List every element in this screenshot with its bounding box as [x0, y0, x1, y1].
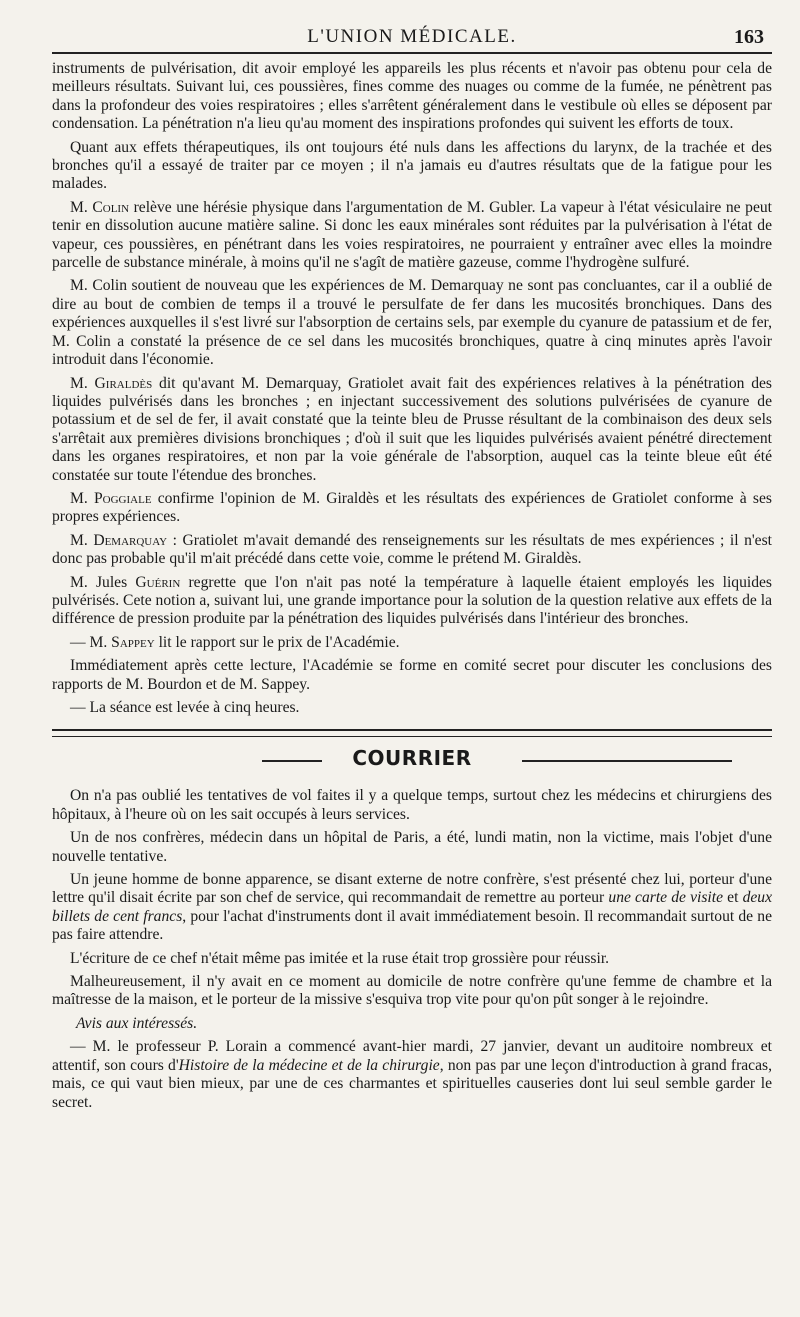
- speaker-name: Colin: [92, 198, 130, 216]
- paragraph-courrier-5: Malheureusement, il n'y avait en ce moment au domicile de notre confrère qu'une femme de chambre et la maîtresse de la maison, et le porteur de la missive s'esquiva trop vite pour qu'on pût songer à le rejoindre.: [52, 973, 772, 1009]
- speaker-name: Guérin: [135, 573, 181, 591]
- paragraph-lorain: — M. le professeur P. Lorain a commencé avant-hier mardi, 27 janvier, devant un auditoire nombreux et attentif, son cours d'Histoire de la médecine et de la chirurgie, non pas par une leçon d'introduction à grand fracas, mais, ce qui vaut bien mieux, par une de ces charmantes et spirituelles causeries dont lui seul semble garder le secret.: [52, 1038, 772, 1111]
- paragraph-demarquay: M. Demarquay : Gratiolet m'avait demandé des renseignements sur les résultats de mes expériences ; il n'est donc pas probable qu'il m'ait précédé dans cette voie, comme le prétend M. Giraldès.: [52, 531, 772, 568]
- speaker-name: Giraldès: [94, 374, 153, 392]
- paragraph-avis: Avis aux intéressés.: [76, 1014, 198, 1032]
- speaker-name: Poggiale: [93, 489, 152, 507]
- speaker-name: Sappey: [111, 633, 155, 651]
- running-header: [52, 22, 772, 54]
- paragraph-colin-1: M. Colin relève une hérésie physique dans l'argumentation de M. Gubler. La vapeur à l'état vésiculaire ne peut tenir en dissolution aucune matière saline. Si donc les eaux minérales sont réduites par la pulvérisation à l'état de vapeur, ces poussières, en pénétrant dans les voies respiratoires, ne pourraient y entraîner avec elles la moindre parcelle de substance minérale, à moins qu'il ne s'agît de matière gazeuse, comme l'hydrogène sulfuré.: [52, 198, 772, 272]
- heading-rule-right: [522, 760, 732, 762]
- speaker-name: Demarquay: [93, 531, 168, 549]
- paragraph-poggiale: M. Poggiale confirme l'opinion de M. Giraldès et les résultats des expériences de Gratiolet conforme à ses propres expériences.: [52, 489, 772, 526]
- paragraph-comite-secret: Immédiatement après cette lecture, l'Académie se forme en comité secret pour discuter les conclusions des rapports de M. Bourdon et de M. Sappey.: [52, 657, 772, 693]
- paragraph-seance-levee: — La séance est levée à cinq heures.: [70, 699, 300, 716]
- paragraph-courrier-1: On n'a pas oublié les tentatives de vol faites il y a quelque temps, surtout chez les médecins et chirurgiens des hôpitaux, à l'heure où on les sait occupés à leurs services.: [52, 787, 772, 823]
- page-number: 163: [734, 26, 764, 48]
- body-text: [52, 60, 772, 717]
- section-title: COURRIER: [352, 746, 472, 771]
- paragraph-courrier-3: Un jeune homme de bonne apparence, se disant externe de notre confrère, s'est présenté chez lui, porteur d'une lettre qu'il disait écrite par son chef de service, qui recommandait de remettre au porteur une carte de visite et deux billets de cent francs, pour l'achat d'instruments dont il avait immédiatement besoin. Il recommandait surtout de ne pas faire attendre.: [52, 871, 772, 944]
- running-title: L'UNION MÉDICALE.: [307, 26, 517, 47]
- section-divider: [52, 729, 772, 737]
- paragraph-sappey: — M. Sappey lit le rapport sur le prix de l'Académie.: [70, 633, 400, 651]
- paragraph-guerin: M. Jules Guérin regrette que l'on n'ait pas noté la température à laquelle étaient employés les liquides pulvérisés. Cete notion a, suivant lui, une grande importance pour la solution de la question relative aux effets de la différence de pression produite par la pénétration des liquides pulvérisés dans l'intérieur des bronches.: [52, 573, 772, 628]
- paragraph-courrier-4: L'écriture de ce chef n'était même pas imitée et la ruse était trop grossière pour réussir.: [70, 949, 610, 967]
- courrier-heading: [52, 741, 772, 781]
- paragraph-continuation: instruments de pulvérisation, dit avoir employé les appareils les plus récents et n'avoir pas obtenu pour cela de meilleurs résultats. Suivant lui, ces poussières, fines comme des nuages ou comme de la fumée, ne pénètrent pas dans la profondeur des voies respiratoires ; elles s'arrêtent généralement dans le vestibule où elles se déposent par condensation. La pénétration n'a lieu qu'au moment des inspirations profondes qui suivent les efforts de toux.: [52, 60, 772, 133]
- paragraph-therapeutic-effects: Quant aux effets thérapeutiques, ils ont toujours été nuls dans les affections du larynx, de la trachée et des bronches qu'il a essayé de traiter par ce moyen ; il n'a jamais eu d'autres résultats que de la fatigue pour les malades.: [52, 138, 772, 193]
- paragraph-courrier-2: Un de nos confrères, médecin dans un hôpital de Paris, a été, lundi matin, non la victime, mais l'objet d'une nouvelle tentative.: [52, 829, 772, 865]
- paragraph-colin-2: M. Colin soutient de nouveau que les expériences de M. Demarquay ne sont pas concluantes, car il a oublié de dire au bout de combien de temps il a trouvé le persulfate de fer dans les mucosités bronchiques. Dans des expériences auxquelles il s'est livré sur l'absorption de certains sels, par exemple du cyanure de patassium et de fer, M. Colin a constaté la présence de ce sel dans les mucosités bronchiques, quatre à cinq minutes après l'avoir introduit dans l'économie.: [52, 277, 772, 369]
- courrier-text: [52, 787, 772, 1112]
- paragraph-giraldes: M. Giraldès dit qu'avant M. Demarquay, Gratiolet avait fait des expériences relatives à la pénétration des liquides pulvérisés dans les bronches ; en injectant successivement des solutions pulvérisées de cyanure de potassium et de sel de fer, il avait constaté que la teinte bleu de Prusse résultant de la combinaison des deux sels s'arrêtait aux premières divisions bronchiques ; d'où il suit que les liquides pulvérisés avaient pénétré directement dans les organes respiratoires, et non par la voie générale de l'absorption, auquel cas la teinte bleue eût été constatée sur toute l'étendue des bronches.: [52, 374, 772, 484]
